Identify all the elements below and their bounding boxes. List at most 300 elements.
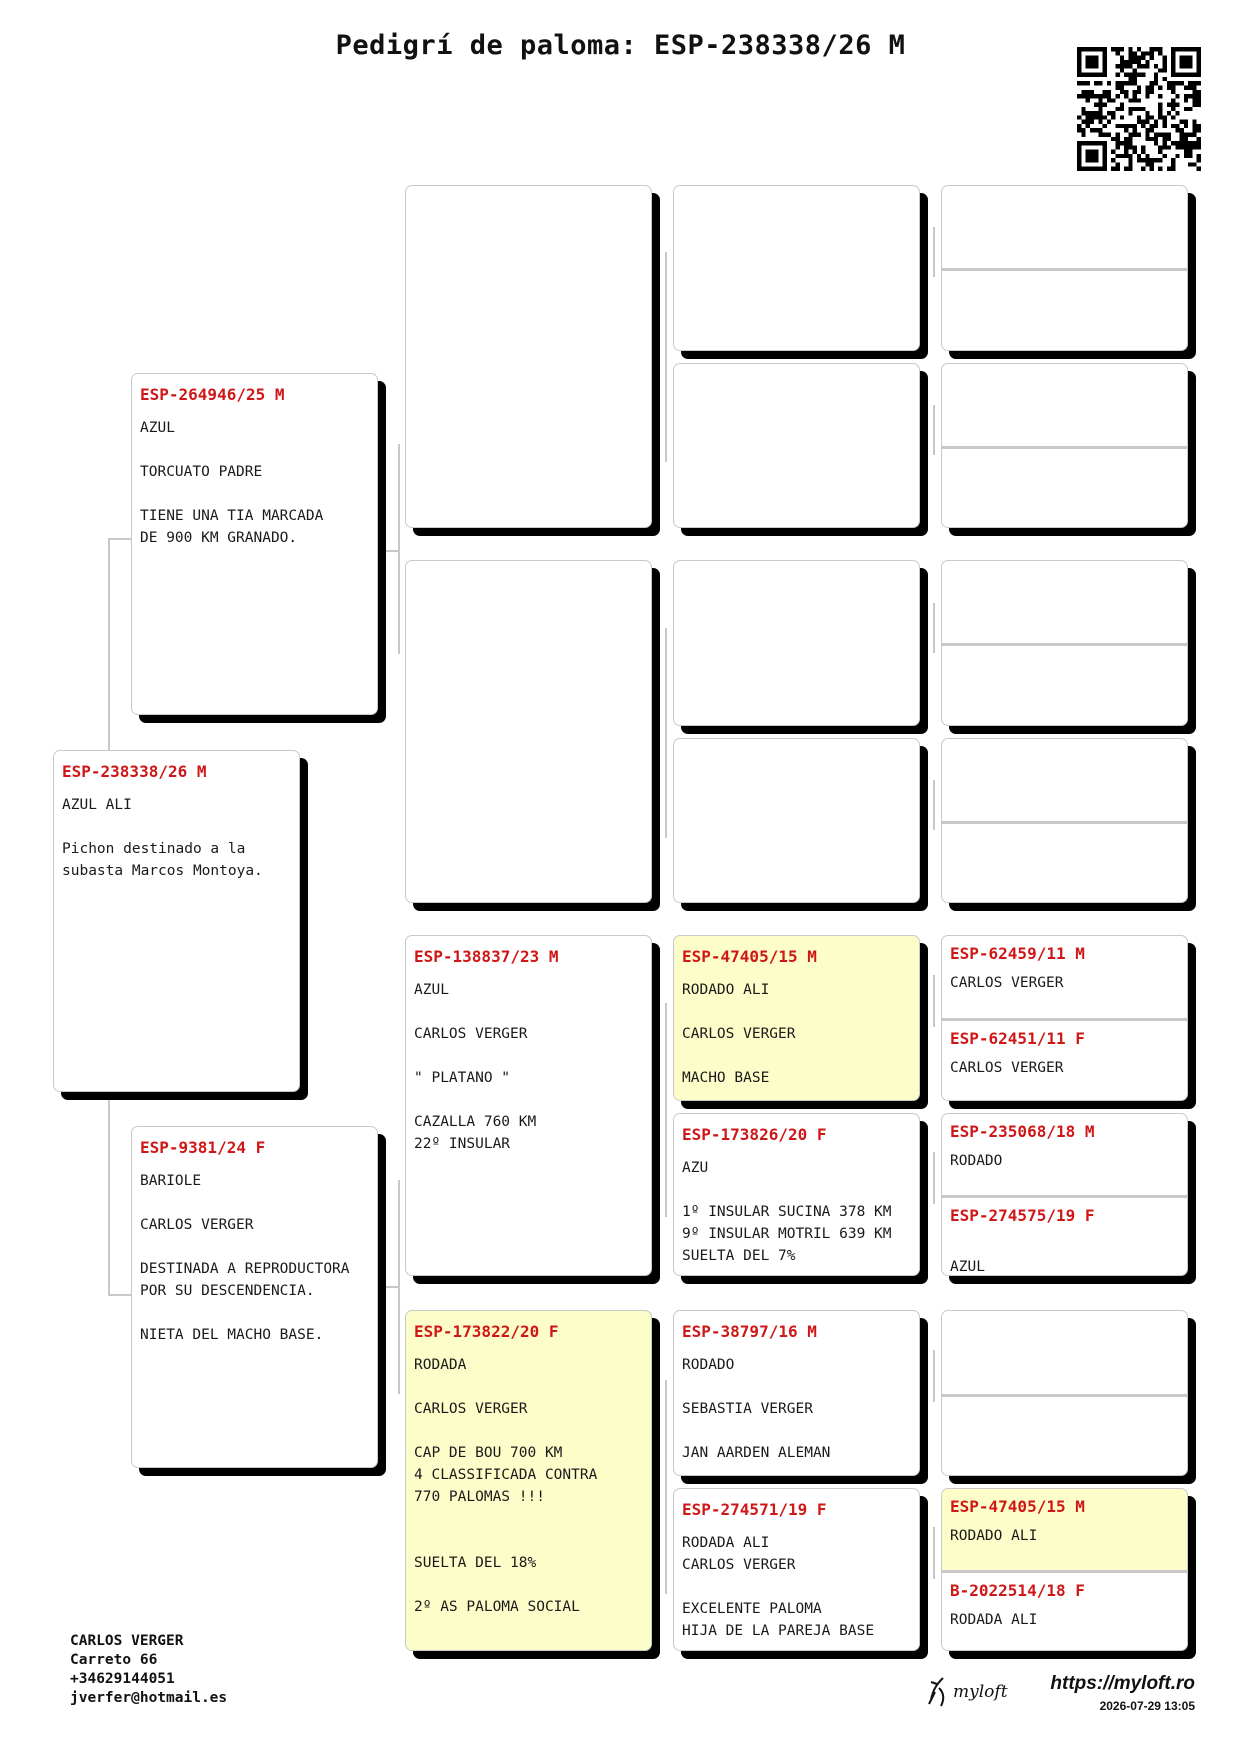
qr-module	[1133, 98, 1137, 102]
ancestor-card-empty[interactable]	[673, 363, 920, 528]
qr-module	[1103, 133, 1107, 137]
qr-module	[1180, 56, 1184, 60]
qr-module	[1090, 150, 1094, 154]
qr-module	[1141, 107, 1145, 111]
qr-module	[1128, 167, 1132, 171]
qr-module	[1115, 124, 1119, 128]
qr-module	[1120, 47, 1124, 51]
connector	[933, 1527, 935, 1579]
qr-module	[1197, 98, 1201, 102]
qr-module	[1081, 81, 1085, 85]
qr-module	[1197, 103, 1201, 107]
qr-module	[1145, 137, 1149, 141]
qr-module	[1197, 158, 1201, 162]
qr-module	[1086, 56, 1090, 60]
qr-module	[1090, 154, 1094, 158]
qr-module	[1167, 133, 1171, 137]
qr-module	[1137, 120, 1141, 124]
qr-module	[1163, 120, 1167, 124]
qr-module	[1124, 150, 1128, 154]
qr-module	[1180, 47, 1184, 51]
qr-module	[1133, 73, 1137, 77]
qr-module	[1128, 133, 1132, 137]
qr-module	[1128, 77, 1132, 81]
qr-module	[1192, 120, 1196, 124]
qr-module	[1094, 150, 1098, 154]
qr-module	[1184, 120, 1188, 124]
qr-module	[1107, 94, 1111, 98]
qr-module	[1141, 150, 1145, 154]
qr-module	[1158, 85, 1162, 89]
qr-module	[1128, 64, 1132, 68]
qr-module	[1171, 90, 1175, 94]
qr-module	[1188, 47, 1192, 51]
qr-module	[1175, 141, 1179, 145]
owner-phone: +34629144051	[70, 1671, 175, 1687]
qr-module	[1103, 73, 1107, 77]
qr-module	[1128, 60, 1132, 64]
qr-module	[1197, 167, 1201, 171]
connector	[933, 603, 935, 653]
ancestor-card[interactable]	[673, 1488, 920, 1651]
pigeon-notes: RODADO ALI	[950, 1528, 1038, 1544]
qr-module	[1154, 124, 1158, 128]
qr-module	[1184, 98, 1188, 102]
qr-module	[1171, 98, 1175, 102]
ancestor-card-empty[interactable]	[673, 560, 920, 726]
pigeon-notes: BARIOLE CARLOS VERGER DESTINADA A REPRODUCTORA POR SU DESCENDENCIA. NIETA DEL MACHO BASE.	[140, 1173, 350, 1343]
qr-module	[1145, 115, 1149, 119]
ring-number: ESP-173826/20 F	[682, 1125, 827, 1144]
qr-module	[1090, 56, 1094, 60]
pigeon-card[interactable]	[53, 750, 300, 1092]
qr-module	[1171, 115, 1175, 119]
qr-module	[1167, 85, 1171, 89]
qr-module	[1120, 56, 1124, 60]
qr-module	[1120, 115, 1124, 119]
qr-module	[1180, 145, 1184, 149]
qr-module	[1184, 145, 1188, 149]
qr-module	[1077, 145, 1081, 149]
qr-module	[1180, 81, 1184, 85]
qr-module	[1133, 133, 1137, 137]
qr-module	[1081, 47, 1085, 51]
website-link[interactable]: https://myloft.ro	[1050, 1673, 1195, 1694]
qr-module	[1137, 64, 1141, 68]
qr-module	[1188, 154, 1192, 158]
qr-module	[1171, 162, 1175, 166]
connector	[933, 1152, 935, 1204]
qr-module	[1098, 94, 1102, 98]
qr-module	[1124, 141, 1128, 145]
dam-card[interactable]	[131, 1126, 378, 1468]
qr-module	[1141, 124, 1145, 128]
connector	[665, 252, 667, 462]
ring-number: ESP-138837/23 M	[414, 947, 559, 966]
qr-module	[1103, 64, 1107, 68]
qr-module	[1184, 56, 1188, 60]
qr-module	[1184, 73, 1188, 77]
qr-module	[1197, 141, 1201, 145]
qr-module	[1124, 145, 1128, 149]
qr-module	[1192, 90, 1196, 94]
qr-module	[1124, 167, 1128, 171]
qr-module	[1133, 51, 1137, 55]
qr-module	[1192, 103, 1196, 107]
qr-module	[1111, 150, 1115, 154]
qr-module	[1094, 73, 1098, 77]
qr-module	[1150, 85, 1154, 89]
qr-module	[1192, 128, 1196, 132]
pigeon-notes: CARLOS VERGER	[950, 1060, 1064, 1076]
qr-module	[1150, 128, 1154, 132]
qr-module	[1133, 145, 1137, 149]
ancestor-card[interactable]	[673, 935, 920, 1101]
ring-number: ESP-47405/15 M	[950, 1497, 1085, 1516]
qr-module	[1184, 154, 1188, 158]
qr-module	[1094, 103, 1098, 107]
qr-module	[1107, 81, 1111, 85]
qr-module	[1175, 124, 1179, 128]
qr-module	[1163, 133, 1167, 137]
qr-module	[1133, 150, 1137, 154]
qr-module	[1081, 167, 1085, 171]
qr-module	[1090, 60, 1094, 64]
qr-module	[1090, 111, 1094, 115]
qr-module	[1120, 90, 1124, 94]
divider	[942, 643, 1187, 646]
qr-module	[1098, 133, 1102, 137]
qr-module	[1184, 150, 1188, 154]
qr-module	[1163, 137, 1167, 141]
pigeon-notes: RODADA ALI	[950, 1612, 1038, 1628]
qr-module	[1158, 111, 1162, 115]
qr-module	[1077, 68, 1081, 72]
qr-module	[1098, 141, 1102, 145]
qr-module	[1197, 81, 1201, 85]
qr-module	[1150, 124, 1154, 128]
qr-module	[1133, 77, 1137, 81]
qr-module	[1115, 85, 1119, 89]
qr-module	[1184, 47, 1188, 51]
connector	[933, 1350, 935, 1402]
qr-module	[1154, 77, 1158, 81]
qr-module	[1188, 81, 1192, 85]
qr-module	[1086, 64, 1090, 68]
qr-module	[1098, 47, 1102, 51]
qr-module	[1197, 124, 1201, 128]
qr-module	[1163, 56, 1167, 60]
qr-module	[1150, 90, 1154, 94]
qr-module	[1090, 73, 1094, 77]
qr-module	[1180, 64, 1184, 68]
qr-module	[1115, 51, 1119, 55]
qr-module	[1192, 81, 1196, 85]
qr-module	[1158, 51, 1162, 55]
qr-module	[1154, 137, 1158, 141]
ring-number: B-2022514/18 F	[950, 1581, 1085, 1600]
qr-module	[1086, 90, 1090, 94]
logo-text: myloft	[953, 1682, 1008, 1702]
ancestor-card-empty[interactable]	[673, 185, 920, 351]
dam-dam-card[interactable]	[405, 1310, 652, 1651]
qr-module	[1150, 158, 1154, 162]
qr-module	[1111, 115, 1115, 119]
qr-module	[1188, 141, 1192, 145]
ring-number: ESP-173822/20 F	[414, 1322, 559, 1341]
qr-module	[1103, 56, 1107, 60]
connector	[933, 975, 935, 1027]
qr-module	[1077, 51, 1081, 55]
qr-module	[1188, 56, 1192, 60]
qr-module	[1192, 94, 1196, 98]
sire-dam-card-empty[interactable]	[405, 560, 652, 903]
qr-module	[1103, 124, 1107, 128]
qr-module	[1163, 60, 1167, 64]
qr-module	[1180, 128, 1184, 132]
pair-bottom	[942, 1198, 1187, 1276]
qr-module	[1154, 133, 1158, 137]
qr-module	[1141, 51, 1145, 55]
qr-module	[1192, 124, 1196, 128]
pair-bottom	[942, 1021, 1187, 1101]
connector	[933, 780, 935, 830]
qr-module	[1107, 111, 1111, 115]
pair-card[interactable]	[941, 1113, 1188, 1276]
divider	[942, 821, 1187, 824]
qr-module	[1197, 56, 1201, 60]
qr-module	[1128, 137, 1132, 141]
pigeon-notes: AZUL	[950, 1259, 985, 1275]
qr-module	[1103, 103, 1107, 107]
pigeon-notes: RODADO SEBASTIA VERGER JAN AARDEN ALEMAN	[682, 1357, 831, 1461]
pigeon-notes: AZU 1º INSULAR SUCINA 378 KM 9º INSULAR MOTRIL 639 KM SUELTA DEL 7%	[682, 1160, 892, 1264]
pair-top	[942, 1489, 1187, 1570]
qr-module	[1184, 94, 1188, 98]
qr-module	[1107, 133, 1111, 137]
qr-module	[1115, 141, 1119, 145]
qr-module	[1192, 85, 1196, 89]
qr-module	[1133, 128, 1137, 132]
qr-module	[1115, 162, 1119, 166]
qr-module	[1171, 124, 1175, 128]
qr-module	[1154, 81, 1158, 85]
qr-module	[1081, 90, 1085, 94]
qr-module	[1175, 154, 1179, 158]
qr-module	[1167, 137, 1171, 141]
qr-module	[1090, 64, 1094, 68]
qr-module	[1133, 107, 1137, 111]
qr-module	[1167, 111, 1171, 115]
qr-module	[1163, 124, 1167, 128]
qr-module	[1128, 145, 1132, 149]
qr-module	[1171, 85, 1175, 89]
qr-module	[1192, 47, 1196, 51]
qr-module	[1077, 94, 1081, 98]
qr-module	[1188, 133, 1192, 137]
qr-module	[1086, 111, 1090, 115]
qr-module	[1128, 158, 1132, 162]
qr-module	[1098, 128, 1102, 132]
qr-module	[1120, 124, 1124, 128]
qr-module	[1175, 47, 1179, 51]
pair-top	[942, 1114, 1187, 1195]
qr-module	[1154, 141, 1158, 145]
connector	[108, 538, 132, 540]
qr-module	[1077, 154, 1081, 158]
divider	[942, 446, 1187, 449]
qr-module	[1158, 103, 1162, 107]
qr-module	[1163, 154, 1167, 158]
qr-code-icon	[1077, 47, 1201, 171]
qr-module	[1115, 73, 1119, 77]
qr-module	[1192, 133, 1196, 137]
qr-module	[1180, 137, 1184, 141]
qr-module	[1115, 137, 1119, 141]
qr-module	[1180, 141, 1184, 145]
ancestor-card[interactable]	[673, 1310, 920, 1476]
qr-module	[1163, 115, 1167, 119]
qr-module	[1171, 107, 1175, 111]
qr-module	[1154, 64, 1158, 68]
qr-module	[1184, 141, 1188, 145]
qr-module	[1197, 51, 1201, 55]
qr-module	[1163, 141, 1167, 145]
qr-module	[1124, 90, 1128, 94]
qr-module	[1158, 47, 1162, 51]
dam-sire-card[interactable]	[405, 935, 652, 1276]
pair-card-empty[interactable]	[941, 560, 1188, 726]
qr-module	[1175, 111, 1179, 115]
qr-module	[1145, 90, 1149, 94]
qr-module	[1090, 47, 1094, 51]
sire-card[interactable]	[131, 373, 378, 715]
qr-module	[1175, 145, 1179, 149]
qr-module	[1086, 98, 1090, 102]
qr-module	[1150, 81, 1154, 85]
qr-module	[1081, 141, 1085, 145]
qr-module	[1188, 162, 1192, 166]
qr-module	[1077, 81, 1081, 85]
qr-module	[1197, 137, 1201, 141]
qr-module	[1103, 150, 1107, 154]
qr-module	[1086, 60, 1090, 64]
qr-module	[1171, 47, 1175, 51]
pair-card[interactable]	[941, 935, 1188, 1101]
qr-module	[1124, 124, 1128, 128]
qr-module	[1150, 115, 1154, 119]
qr-module	[1115, 145, 1119, 149]
qr-module	[1171, 64, 1175, 68]
qr-module	[1115, 64, 1119, 68]
qr-module	[1111, 137, 1115, 141]
qr-module	[1090, 115, 1094, 119]
qr-module	[1077, 167, 1081, 171]
qr-module	[1103, 90, 1107, 94]
qr-module	[1086, 124, 1090, 128]
qr-module	[1184, 60, 1188, 64]
qr-module	[1128, 56, 1132, 60]
qr-module	[1171, 81, 1175, 85]
qr-module	[1107, 120, 1111, 124]
qr-module	[1154, 73, 1158, 77]
qr-module	[1150, 51, 1154, 55]
pair-card-empty[interactable]	[941, 1310, 1188, 1476]
qr-module	[1077, 158, 1081, 162]
qr-module	[1077, 162, 1081, 166]
qr-module	[1133, 68, 1137, 72]
pigeon-notes: AZUL TORCUATO PADRE TIENE UNA TIA MARCADA DE 900 KM GRANADO.	[140, 420, 324, 546]
qr-module	[1188, 150, 1192, 154]
myloft-logo-icon	[925, 1670, 1025, 1710]
qr-module	[1150, 167, 1154, 171]
qr-module	[1184, 133, 1188, 137]
connector	[108, 1294, 132, 1296]
pigeon-notes: RODADO ALI CARLOS VERGER MACHO BASE	[682, 982, 796, 1086]
qr-module	[1115, 133, 1119, 137]
divider	[942, 268, 1187, 271]
qr-module	[1145, 60, 1149, 64]
qr-module	[1145, 120, 1149, 124]
qr-module	[1094, 81, 1098, 85]
qr-module	[1120, 85, 1124, 89]
sire-sire-card-empty[interactable]	[405, 185, 652, 528]
qr-module	[1163, 68, 1167, 72]
qr-module	[1188, 94, 1192, 98]
qr-module	[1141, 64, 1145, 68]
qr-module	[1175, 81, 1179, 85]
qr-module	[1077, 56, 1081, 60]
pigeon-notes: AZUL ALI Pichon destinado a la subasta Marcos Montoya.	[62, 797, 263, 879]
pair-card[interactable]	[941, 1488, 1188, 1651]
qr-module	[1154, 47, 1158, 51]
ancestor-card-empty[interactable]	[673, 738, 920, 903]
qr-module	[1094, 141, 1098, 145]
qr-module	[1098, 111, 1102, 115]
qr-module	[1192, 162, 1196, 166]
qr-module	[1197, 68, 1201, 72]
connector	[665, 628, 667, 838]
qr-module	[1158, 167, 1162, 171]
pair-card-empty[interactable]	[941, 185, 1188, 351]
qr-module	[1145, 162, 1149, 166]
qr-module	[1086, 115, 1090, 119]
connector	[933, 227, 935, 277]
qr-module	[1120, 64, 1124, 68]
qr-module	[1175, 73, 1179, 77]
qr-module	[1103, 158, 1107, 162]
qr-module	[1103, 60, 1107, 64]
ancestor-card[interactable]	[673, 1113, 920, 1276]
qr-module	[1137, 73, 1141, 77]
qr-module	[1137, 98, 1141, 102]
qr-module	[1124, 94, 1128, 98]
qr-module	[1103, 162, 1107, 166]
pair-card-empty[interactable]	[941, 738, 1188, 903]
qr-module	[1145, 133, 1149, 137]
qr-module	[1145, 154, 1149, 158]
qr-module	[1133, 81, 1137, 85]
qr-module	[1133, 56, 1137, 60]
qr-module	[1158, 158, 1162, 162]
qr-module	[1111, 158, 1115, 162]
connector	[665, 1003, 667, 1217]
qr-module	[1094, 47, 1098, 51]
qr-module	[1137, 154, 1141, 158]
qr-module	[1081, 73, 1085, 77]
ring-number: ESP-38797/16 M	[682, 1322, 817, 1341]
pair-card-empty[interactable]	[941, 363, 1188, 528]
